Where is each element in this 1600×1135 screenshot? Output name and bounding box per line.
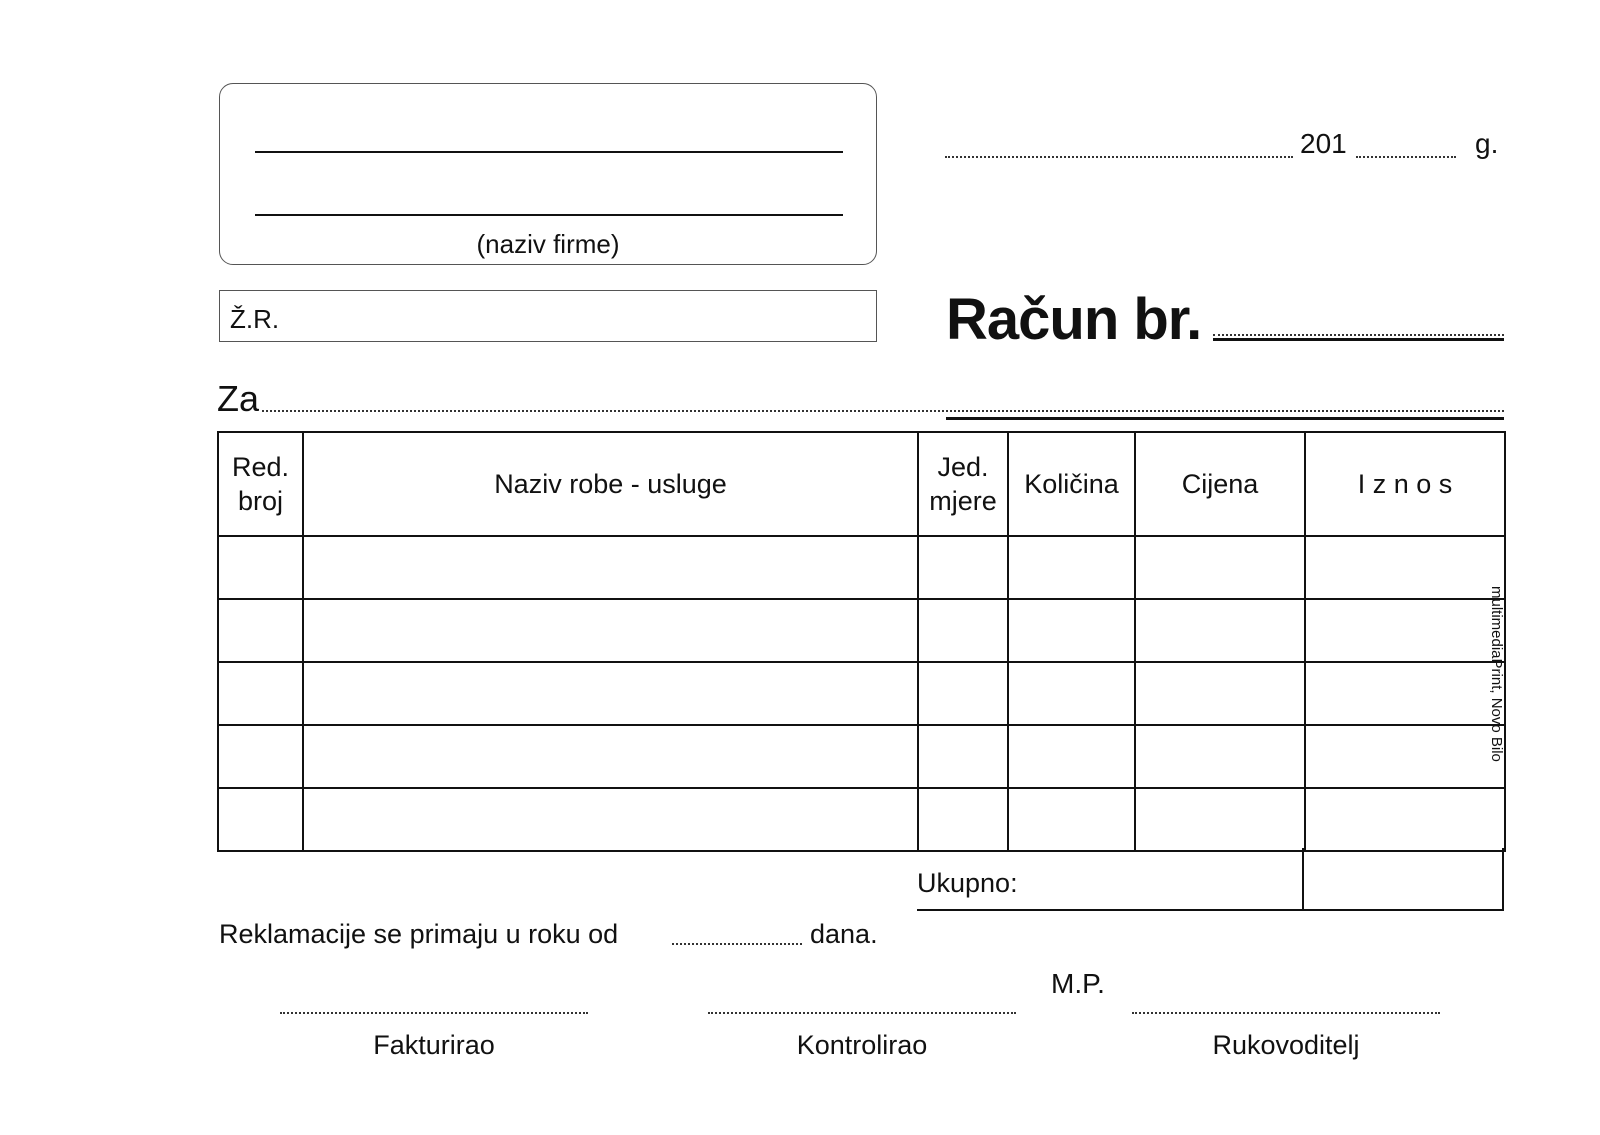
cell-jed-mjere[interactable] [918,662,1008,725]
items-table [217,431,1506,852]
invoice-title: Račun br. [946,287,1202,352]
recipient-label: Za [217,378,260,419]
printer-credit: multimediaPrint, Novo Bilo [1488,586,1505,762]
date-year-prefix: 201 [1300,128,1347,159]
table-header-row [218,432,1505,536]
header-jed-mjere-line2: mjere [929,486,997,516]
signature-label-fakturirao: Fakturirao [373,1030,495,1060]
header-red-broj-line1: Red. [231,452,290,482]
total-divider-right [1502,848,1504,910]
recipient-field[interactable] [262,396,1504,412]
cell-iznos[interactable] [1305,536,1505,599]
cell-iznos[interactable] [1305,725,1505,788]
cell-jed-mjere[interactable] [918,725,1008,788]
cell-kolicina[interactable] [1008,788,1135,851]
date-suffix: g. [1475,128,1499,159]
total-label: Ukupno: [917,868,1018,898]
cell-naziv[interactable] [303,599,918,662]
cell-red-broj[interactable] [218,599,303,662]
firm-name-caption: (naziv firme) [476,229,620,259]
complaint-days-field[interactable] [672,925,802,945]
signature-field-rukovoditelj[interactable] [1132,998,1440,1014]
cell-kolicina[interactable] [1008,599,1135,662]
header-naziv: Naziv robe - usluge [303,432,918,536]
cell-red-broj[interactable] [218,725,303,788]
header-jed-mjere [918,432,1008,536]
table-row [218,725,1505,788]
date-year-field[interactable] [1356,136,1456,158]
signature-label-rukovoditelj: Rukovoditelj [1212,1030,1360,1060]
signature-label-kontrolirao: Kontrolirao [796,1030,928,1060]
cell-red-broj[interactable] [218,662,303,725]
recipient-underline [946,417,1504,420]
cell-jed-mjere[interactable] [918,536,1008,599]
cell-cijena[interactable] [1135,599,1305,662]
cell-jed-mjere[interactable] [918,599,1008,662]
table-row [218,662,1505,725]
complaint-days-suffix: dana. [810,919,878,949]
header-red-broj-line2: broj [237,486,284,516]
date-day-month-field[interactable] [945,136,1293,158]
total-amount-field[interactable] [1304,848,1502,908]
cell-iznos[interactable] [1305,662,1505,725]
account-number-field[interactable] [219,290,877,342]
cell-kolicina[interactable] [1008,725,1135,788]
cell-cijena[interactable] [1135,536,1305,599]
invoice-number-underline [1213,338,1504,341]
cell-iznos[interactable] [1305,599,1505,662]
complaint-text: Reklamacije se primaju u roku od [219,919,619,949]
table-row [218,536,1505,599]
header-red-broj [218,432,303,536]
header-kolicina: Količina [1008,432,1135,536]
signature-field-kontrolirao[interactable] [708,998,1016,1014]
header-jed-mjere-line1: Jed. [937,452,989,482]
cell-red-broj[interactable] [218,788,303,851]
cell-kolicina[interactable] [1008,662,1135,725]
cell-cijena[interactable] [1135,662,1305,725]
firm-name-line-1[interactable] [255,151,843,153]
table-row [218,599,1505,662]
cell-cijena[interactable] [1135,725,1305,788]
cell-red-broj[interactable] [218,536,303,599]
cell-jed-mjere[interactable] [918,788,1008,851]
firm-name-line-2[interactable] [255,214,843,216]
signature-field-fakturirao[interactable] [280,998,588,1014]
cell-iznos[interactable] [1305,788,1505,851]
items-table-wrapper [217,431,1506,852]
firm-name-box [219,83,877,265]
invoice-number-field[interactable] [1213,322,1504,336]
cell-naziv[interactable] [303,662,918,725]
cell-naziv[interactable] [303,725,918,788]
header-iznos: I z n o s [1305,432,1505,536]
cell-naziv[interactable] [303,788,918,851]
cell-naziv[interactable] [303,536,918,599]
account-number-label: Ž.R. [230,304,280,334]
total-underline [917,909,1504,911]
stamp-place-label: M.P. [1051,968,1105,999]
table-row [218,788,1505,851]
header-cijena: Cijena [1135,432,1305,536]
cell-cijena[interactable] [1135,788,1305,851]
cell-kolicina[interactable] [1008,536,1135,599]
